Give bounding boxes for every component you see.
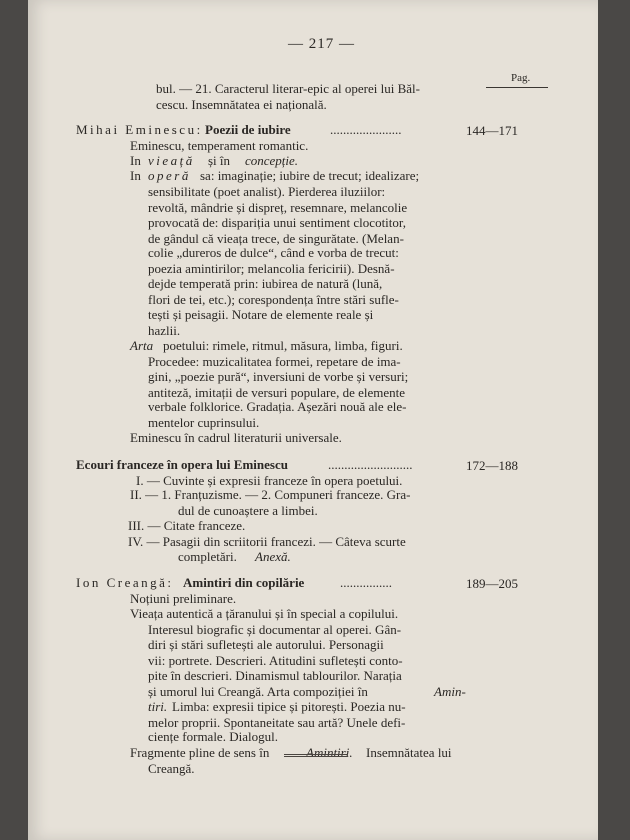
toc-line: bul. — 21. Caracterul literar-epic al operei lui Băl- <box>156 81 420 96</box>
pag-column-label: Pag. <box>511 72 531 84</box>
toc-line: Ecouri franceze în opera lui Eminescu <box>76 457 288 472</box>
toc-line: antiteză, imitații de versuri populare, de elemente <box>148 385 406 400</box>
toc-line: colie „dureros de dulce“, când e vorba de trecut: <box>148 245 399 260</box>
toc-line: ...................... <box>330 122 402 137</box>
toc-line: Procedee: muzicalitatea formei, repetare de ima- <box>148 354 401 369</box>
toc-line: Arta <box>130 338 154 353</box>
toc-line: provocată de: dispariția unui sentiment clocotitor, <box>148 215 406 230</box>
toc-line: II. — 1. Franțuzisme. — 2. Compuneri franceze. Gra- <box>130 487 411 502</box>
toc-line: .......................... <box>328 457 413 472</box>
toc-line: Ion Creangă: <box>76 575 174 590</box>
toc-line: și în <box>208 153 231 168</box>
toc-line: ................ <box>340 575 392 590</box>
toc-line: Insemnătatea lui <box>366 745 452 760</box>
toc-line: Noțiuni preliminare. <box>130 591 237 606</box>
toc-line: IV. — Pasagii din scriitorii francezi. — Câteva scurte <box>128 534 406 549</box>
end-rule <box>284 754 348 757</box>
toc-line: Eminescu, temperament romantic. <box>130 138 309 153</box>
toc-line: Anexă. <box>255 549 291 564</box>
toc-line: și umorul lui Creangă. Arta compoziției în <box>148 684 368 699</box>
toc-line: III. — Citate franceze. <box>128 518 246 533</box>
toc-line: Mihai Eminescu: <box>76 122 203 137</box>
toc-line: Amintiri din copilărie <box>183 575 305 590</box>
toc-line: completări. <box>178 549 237 564</box>
toc-line: I. — Cuvinte și expresii franceze în opera poetului. <box>136 473 403 488</box>
toc-line: flori de tei, etc.); corespondența între stări sufle- <box>148 292 399 307</box>
toc-line: cescu. Insemnătatea ei națională. <box>156 97 327 112</box>
toc-line: sa: imaginație; iubire de trecut; idealizare; <box>200 168 420 183</box>
page-number: — 217 — <box>288 36 355 52</box>
toc-line: Poezii de iubire <box>205 122 291 137</box>
toc-line: pite în descrieri. Dinamismul tablourilor. Narația <box>148 668 402 683</box>
toc-line: vieață <box>148 153 195 168</box>
toc-line: concepție. <box>245 153 299 168</box>
toc-line: hazlii. <box>148 323 181 338</box>
toc-line: In <box>130 168 141 183</box>
toc-line: Fragmente pline de sens în <box>130 745 270 760</box>
toc-line: Vieața autentică a țăranului și în special a copilului. <box>130 606 399 621</box>
toc-line: tești și peisagii. Notare de elemente reale și <box>148 307 374 322</box>
toc-line: melor proprii. Spontaneitate sau artă? Unele defi- <box>148 715 406 730</box>
book-page <box>28 0 598 840</box>
toc-line: dul de cunoaștere a limbei. <box>178 503 318 518</box>
toc-line: poetului: rimele, ritmul, măsura, limba, figuri. <box>163 338 403 353</box>
toc-line: diri și stări sufletești ale autorului. Personagii <box>148 637 384 652</box>
toc-line: Interesul biografic și documentar al operei. Gân- <box>148 622 402 637</box>
toc-line: Amintiri. <box>306 745 353 760</box>
toc-line: verbale folklorice. Gradația. Așezări nouă ale ele- <box>148 399 407 414</box>
toc-line: Limba: expresii tipice și pitorești. Poezia nu- <box>172 699 406 714</box>
toc-line: Creangă. <box>148 761 195 776</box>
toc-line: In <box>130 153 141 168</box>
toc-line: tiri. <box>148 699 168 714</box>
toc-line: revoltă, mândrie și dispreț, resemnare, melancolie <box>148 200 408 215</box>
toc-line: de gândul că vieața trece, de singurătate. (Melan- <box>148 231 404 246</box>
page-range: 189—205 <box>466 576 518 591</box>
toc-line: Amin- <box>434 684 466 699</box>
pag-underline <box>486 87 548 88</box>
toc-line: vii: portrete. Descrieri. Atitudini sufletești conto- <box>148 653 403 668</box>
toc-line: sensibilitate (poet analist). Pierderea iluziilor: <box>148 184 386 199</box>
page-range: 172—188 <box>466 458 518 473</box>
toc-line: Eminescu în cadrul literaturii universale. <box>130 430 342 445</box>
toc-line: ciențe formale. Dialogul. <box>148 729 278 744</box>
toc-line: poezia amintirilor; melancolia fericirii). Desnă- <box>148 261 395 276</box>
page-range: 144—171 <box>466 123 518 138</box>
toc-line: dejde temperată prin: iubirea de natură (lună, <box>148 276 383 291</box>
toc-line: operă <box>148 168 191 183</box>
toc-line: gini, „poezie pură“, inversiuni de vorbe și versuri; <box>148 369 409 384</box>
toc-line: mentelor cuprinsului. <box>148 415 260 430</box>
